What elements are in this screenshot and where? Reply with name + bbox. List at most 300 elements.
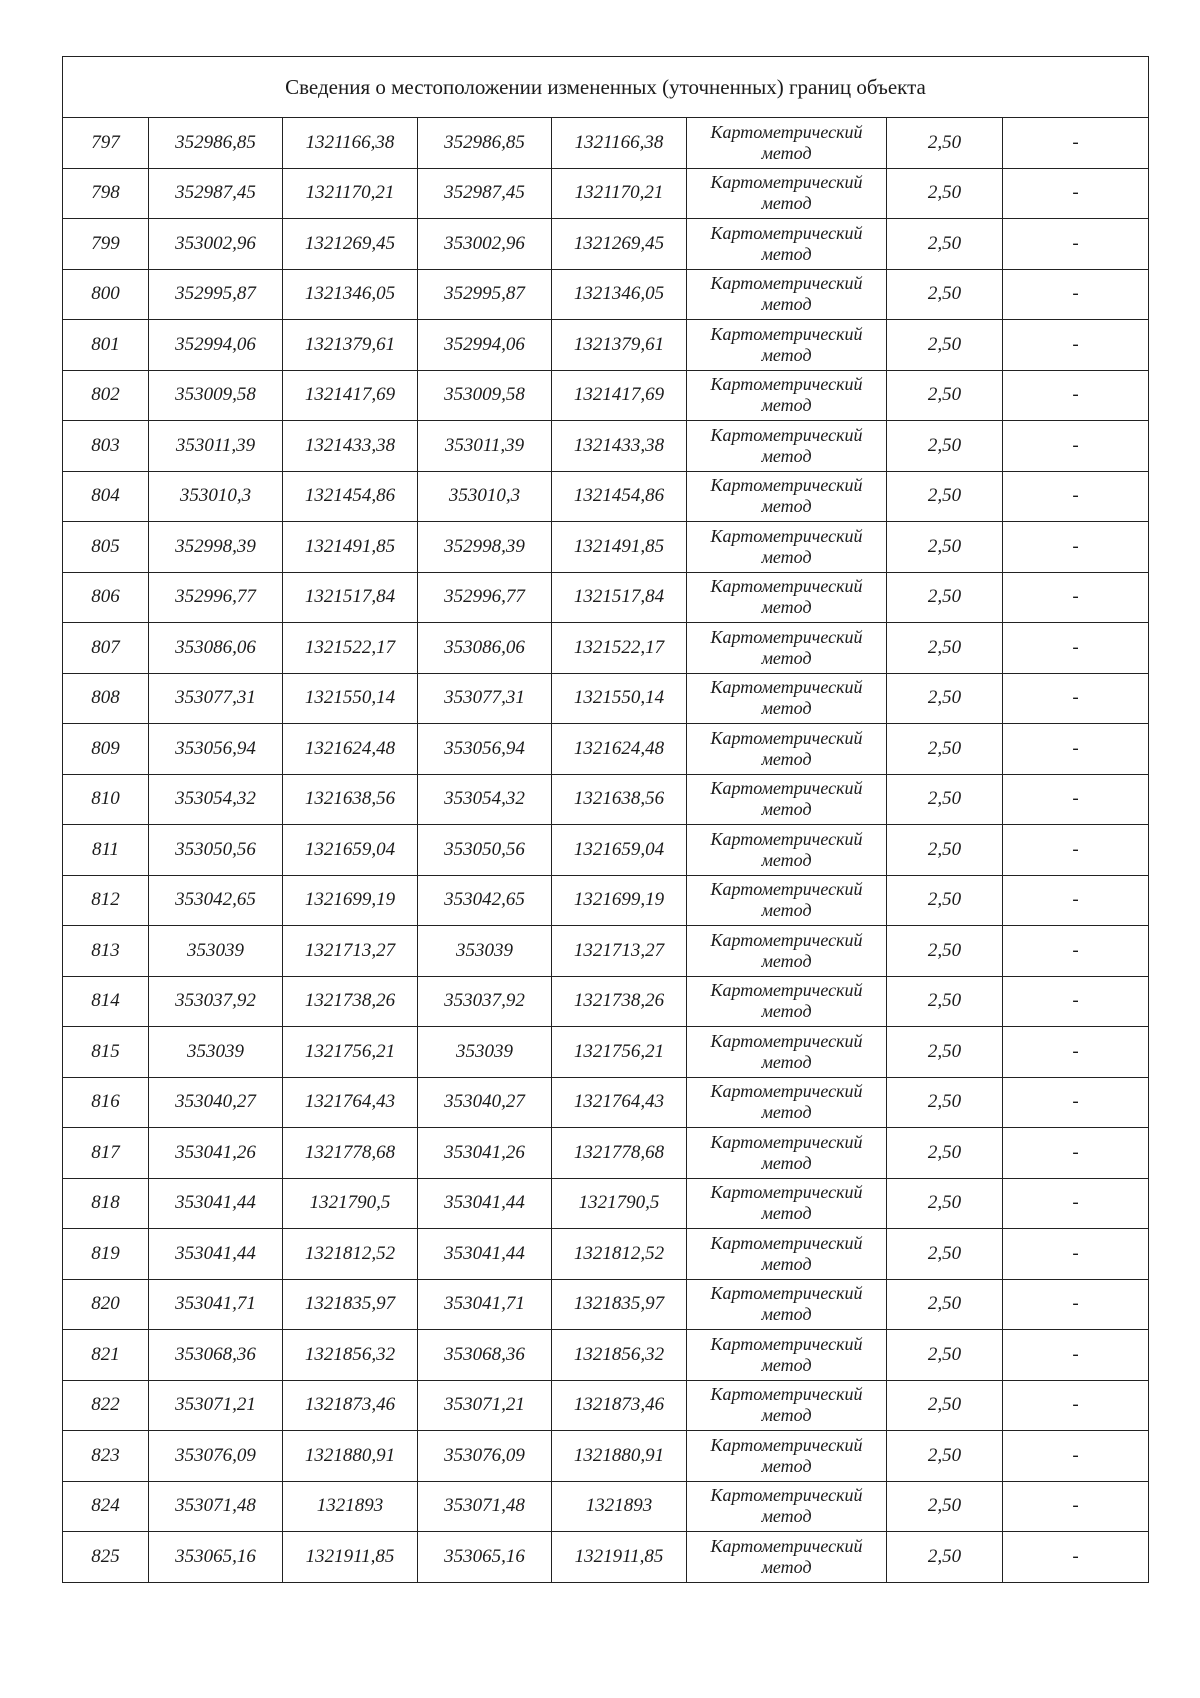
method-line-2: метод bbox=[761, 698, 812, 719]
table-row bbox=[63, 1481, 1149, 1532]
note-cell: - bbox=[1003, 673, 1149, 724]
table-row bbox=[63, 1027, 1149, 1078]
existing-x-cell: 353050,56 bbox=[149, 825, 283, 876]
method-cell bbox=[687, 926, 887, 977]
note-cell: - bbox=[1003, 976, 1149, 1027]
point-number-cell: 811 bbox=[63, 825, 149, 876]
note-cell: - bbox=[1003, 1279, 1149, 1330]
table-row bbox=[63, 1330, 1149, 1381]
existing-x-cell: 353065,16 bbox=[149, 1532, 283, 1583]
note-cell: - bbox=[1003, 471, 1149, 522]
point-number-cell: 803 bbox=[63, 421, 149, 472]
refined-y-cell: 1321764,43 bbox=[552, 1077, 687, 1128]
method-cell bbox=[687, 1178, 887, 1229]
existing-y-cell: 1321433,38 bbox=[283, 421, 418, 472]
table-row bbox=[63, 623, 1149, 674]
accuracy-cell: 2,50 bbox=[887, 370, 1003, 421]
accuracy-cell: 2,50 bbox=[887, 1380, 1003, 1431]
table-row bbox=[63, 1431, 1149, 1482]
existing-y-cell: 1321812,52 bbox=[283, 1229, 418, 1280]
refined-y-cell: 1321638,56 bbox=[552, 774, 687, 825]
method-line-2: метод bbox=[761, 1001, 812, 1022]
table-row bbox=[63, 421, 1149, 472]
point-number-cell: 809 bbox=[63, 724, 149, 775]
existing-y-cell: 1321699,19 bbox=[283, 875, 418, 926]
refined-x-cell: 353041,71 bbox=[418, 1279, 552, 1330]
point-number-cell: 799 bbox=[63, 219, 149, 270]
table-row bbox=[63, 673, 1149, 724]
refined-y-cell: 1321269,45 bbox=[552, 219, 687, 270]
method-cell bbox=[687, 118, 887, 169]
existing-y-cell: 1321659,04 bbox=[283, 825, 418, 876]
existing-y-cell: 1321756,21 bbox=[283, 1027, 418, 1078]
method-line-1: Картометрический bbox=[710, 1535, 863, 1556]
refined-x-cell: 353042,65 bbox=[418, 875, 552, 926]
accuracy-cell: 2,50 bbox=[887, 572, 1003, 623]
refined-x-cell: 353039 bbox=[418, 926, 552, 977]
method-line-1: Картометрический bbox=[710, 222, 863, 243]
method-line-1: Картометрический bbox=[710, 727, 863, 748]
existing-y-cell: 1321491,85 bbox=[283, 522, 418, 573]
existing-x-cell: 353071,21 bbox=[149, 1380, 283, 1431]
method-line-2: метод bbox=[761, 496, 812, 517]
refined-x-cell: 353065,16 bbox=[418, 1532, 552, 1583]
method-line-1: Картометрический bbox=[710, 929, 863, 950]
method-cell bbox=[687, 168, 887, 219]
method-cell bbox=[687, 269, 887, 320]
method-line-2: метод bbox=[761, 1203, 812, 1224]
table-row bbox=[63, 825, 1149, 876]
refined-y-cell: 1321550,14 bbox=[552, 673, 687, 724]
table-row bbox=[63, 875, 1149, 926]
note-cell: - bbox=[1003, 926, 1149, 977]
table-row bbox=[63, 1380, 1149, 1431]
refined-y-cell: 1321873,46 bbox=[552, 1380, 687, 1431]
refined-x-cell: 352998,39 bbox=[418, 522, 552, 573]
refined-y-cell: 1321491,85 bbox=[552, 522, 687, 573]
method-line-1: Картометрический bbox=[710, 1384, 863, 1405]
method-cell bbox=[687, 1532, 887, 1583]
method-line-2: метод bbox=[761, 1253, 812, 1274]
refined-x-cell: 352987,45 bbox=[418, 168, 552, 219]
method-line-2: метод bbox=[761, 1102, 812, 1123]
existing-y-cell: 1321893 bbox=[283, 1481, 418, 1532]
refined-y-cell: 1321699,19 bbox=[552, 875, 687, 926]
table-row bbox=[63, 1229, 1149, 1280]
existing-x-cell: 352994,06 bbox=[149, 320, 283, 371]
point-number-cell: 814 bbox=[63, 976, 149, 1027]
refined-y-cell: 1321379,61 bbox=[552, 320, 687, 371]
point-number-cell: 822 bbox=[63, 1380, 149, 1431]
table-row bbox=[63, 522, 1149, 573]
method-line-2: метод bbox=[761, 799, 812, 820]
method-line-2: метод bbox=[761, 395, 812, 416]
point-number-cell: 824 bbox=[63, 1481, 149, 1532]
method-cell bbox=[687, 1027, 887, 1078]
accuracy-cell: 2,50 bbox=[887, 875, 1003, 926]
refined-y-cell: 1321417,69 bbox=[552, 370, 687, 421]
method-line-1: Картометрический bbox=[710, 121, 863, 142]
existing-x-cell: 353041,44 bbox=[149, 1229, 283, 1280]
accuracy-cell: 2,50 bbox=[887, 1178, 1003, 1229]
refined-y-cell: 1321454,86 bbox=[552, 471, 687, 522]
method-line-2: метод bbox=[761, 294, 812, 315]
point-number-cell: 813 bbox=[63, 926, 149, 977]
accuracy-cell: 2,50 bbox=[887, 1077, 1003, 1128]
accuracy-cell: 2,50 bbox=[887, 1229, 1003, 1280]
table-row bbox=[63, 976, 1149, 1027]
method-line-1: Картометрический bbox=[710, 778, 863, 799]
note-cell: - bbox=[1003, 724, 1149, 775]
existing-y-cell: 1321417,69 bbox=[283, 370, 418, 421]
method-cell bbox=[687, 471, 887, 522]
refined-y-cell: 1321835,97 bbox=[552, 1279, 687, 1330]
refined-x-cell: 353040,27 bbox=[418, 1077, 552, 1128]
existing-y-cell: 1321778,68 bbox=[283, 1128, 418, 1179]
refined-y-cell: 1321170,21 bbox=[552, 168, 687, 219]
method-line-1: Картометрический bbox=[710, 980, 863, 1001]
point-number-cell: 812 bbox=[63, 875, 149, 926]
method-line-1: Картометрический bbox=[710, 1030, 863, 1051]
method-cell bbox=[687, 1077, 887, 1128]
method-line-1: Картометрический bbox=[710, 323, 863, 344]
method-line-1: Картометрический bbox=[710, 1232, 863, 1253]
existing-y-cell: 1321454,86 bbox=[283, 471, 418, 522]
method-line-2: метод bbox=[761, 950, 812, 971]
method-line-1: Картометрический bbox=[710, 1081, 863, 1102]
method-line-2: метод bbox=[761, 849, 812, 870]
refined-y-cell: 1321166,38 bbox=[552, 118, 687, 169]
refined-x-cell: 352996,77 bbox=[418, 572, 552, 623]
method-line-2: метод bbox=[761, 597, 812, 618]
accuracy-cell: 2,50 bbox=[887, 421, 1003, 472]
refined-y-cell: 1321893 bbox=[552, 1481, 687, 1532]
point-number-cell: 797 bbox=[63, 118, 149, 169]
existing-x-cell: 353039 bbox=[149, 926, 283, 977]
table-row bbox=[63, 1077, 1149, 1128]
refined-x-cell: 353002,96 bbox=[418, 219, 552, 270]
table-row bbox=[63, 926, 1149, 977]
existing-x-cell: 353040,27 bbox=[149, 1077, 283, 1128]
point-number-cell: 819 bbox=[63, 1229, 149, 1280]
note-cell: - bbox=[1003, 572, 1149, 623]
table-row bbox=[63, 471, 1149, 522]
refined-x-cell: 353076,09 bbox=[418, 1431, 552, 1482]
refined-y-cell: 1321346,05 bbox=[552, 269, 687, 320]
point-number-cell: 806 bbox=[63, 572, 149, 623]
method-cell bbox=[687, 1481, 887, 1532]
table-row bbox=[63, 1532, 1149, 1583]
existing-y-cell: 1321880,91 bbox=[283, 1431, 418, 1482]
refined-x-cell: 353041,44 bbox=[418, 1178, 552, 1229]
method-cell bbox=[687, 724, 887, 775]
method-line-2: метод bbox=[761, 1556, 812, 1577]
method-line-1: Картометрический bbox=[710, 525, 863, 546]
existing-y-cell: 1321835,97 bbox=[283, 1279, 418, 1330]
note-cell: - bbox=[1003, 1077, 1149, 1128]
refined-x-cell: 353050,56 bbox=[418, 825, 552, 876]
accuracy-cell: 2,50 bbox=[887, 1330, 1003, 1381]
method-line-1: Картометрический bbox=[710, 828, 863, 849]
note-cell: - bbox=[1003, 1128, 1149, 1179]
note-cell: - bbox=[1003, 1330, 1149, 1381]
refined-x-cell: 353077,31 bbox=[418, 673, 552, 724]
note-cell: - bbox=[1003, 168, 1149, 219]
accuracy-cell: 2,50 bbox=[887, 1532, 1003, 1583]
existing-x-cell: 353071,48 bbox=[149, 1481, 283, 1532]
point-number-cell: 817 bbox=[63, 1128, 149, 1179]
method-cell bbox=[687, 1279, 887, 1330]
accuracy-cell: 2,50 bbox=[887, 168, 1003, 219]
table-row bbox=[63, 320, 1149, 371]
table-row bbox=[63, 1279, 1149, 1330]
point-number-cell: 816 bbox=[63, 1077, 149, 1128]
method-cell bbox=[687, 219, 887, 270]
existing-x-cell: 352987,45 bbox=[149, 168, 283, 219]
method-cell bbox=[687, 825, 887, 876]
note-cell: - bbox=[1003, 118, 1149, 169]
note-cell: - bbox=[1003, 623, 1149, 674]
existing-x-cell: 353041,26 bbox=[149, 1128, 283, 1179]
accuracy-cell: 2,50 bbox=[887, 825, 1003, 876]
method-line-1: Картометрический bbox=[710, 1434, 863, 1455]
refined-y-cell: 1321738,26 bbox=[552, 976, 687, 1027]
method-line-1: Картометрический bbox=[710, 677, 863, 698]
refined-x-cell: 353071,48 bbox=[418, 1481, 552, 1532]
method-line-2: метод bbox=[761, 900, 812, 921]
existing-y-cell: 1321550,14 bbox=[283, 673, 418, 724]
refined-y-cell: 1321856,32 bbox=[552, 1330, 687, 1381]
method-line-2: метод bbox=[761, 546, 812, 567]
table-row bbox=[63, 219, 1149, 270]
refined-y-cell: 1321911,85 bbox=[552, 1532, 687, 1583]
method-cell bbox=[687, 1330, 887, 1381]
refined-y-cell: 1321522,17 bbox=[552, 623, 687, 674]
accuracy-cell: 2,50 bbox=[887, 623, 1003, 674]
method-line-2: метод bbox=[761, 344, 812, 365]
existing-y-cell: 1321522,17 bbox=[283, 623, 418, 674]
table-row bbox=[63, 724, 1149, 775]
method-line-1: Картометрический bbox=[710, 475, 863, 496]
method-cell bbox=[687, 1380, 887, 1431]
refined-x-cell: 352986,85 bbox=[418, 118, 552, 169]
method-line-1: Картометрический bbox=[710, 626, 863, 647]
existing-y-cell: 1321911,85 bbox=[283, 1532, 418, 1583]
existing-y-cell: 1321638,56 bbox=[283, 774, 418, 825]
table-title-row bbox=[63, 57, 1149, 118]
accuracy-cell: 2,50 bbox=[887, 320, 1003, 371]
refined-x-cell: 353041,26 bbox=[418, 1128, 552, 1179]
point-number-cell: 808 bbox=[63, 673, 149, 724]
existing-x-cell: 353042,65 bbox=[149, 875, 283, 926]
method-line-1: Картометрический bbox=[710, 576, 863, 597]
note-cell: - bbox=[1003, 370, 1149, 421]
existing-y-cell: 1321790,5 bbox=[283, 1178, 418, 1229]
table-row bbox=[63, 572, 1149, 623]
existing-x-cell: 353039 bbox=[149, 1027, 283, 1078]
existing-x-cell: 353086,06 bbox=[149, 623, 283, 674]
existing-x-cell: 352996,77 bbox=[149, 572, 283, 623]
method-line-1: Картометрический bbox=[710, 424, 863, 445]
method-cell bbox=[687, 673, 887, 724]
accuracy-cell: 2,50 bbox=[887, 926, 1003, 977]
accuracy-cell: 2,50 bbox=[887, 118, 1003, 169]
existing-y-cell: 1321166,38 bbox=[283, 118, 418, 169]
note-cell: - bbox=[1003, 1380, 1149, 1431]
method-line-2: метод bbox=[761, 1304, 812, 1325]
existing-y-cell: 1321517,84 bbox=[283, 572, 418, 623]
table-title: Сведения о местоположении измененных (уточненных) границ объекта bbox=[63, 57, 1149, 118]
refined-y-cell: 1321778,68 bbox=[552, 1128, 687, 1179]
refined-x-cell: 353041,44 bbox=[418, 1229, 552, 1280]
method-line-1: Картометрический bbox=[710, 172, 863, 193]
accuracy-cell: 2,50 bbox=[887, 673, 1003, 724]
refined-x-cell: 353011,39 bbox=[418, 421, 552, 472]
accuracy-cell: 2,50 bbox=[887, 1279, 1003, 1330]
accuracy-cell: 2,50 bbox=[887, 1431, 1003, 1482]
method-line-2: метод bbox=[761, 1405, 812, 1426]
existing-y-cell: 1321873,46 bbox=[283, 1380, 418, 1431]
accuracy-cell: 2,50 bbox=[887, 976, 1003, 1027]
method-line-1: Картометрический bbox=[710, 273, 863, 294]
note-cell: - bbox=[1003, 269, 1149, 320]
method-cell bbox=[687, 572, 887, 623]
refined-x-cell: 353010,3 bbox=[418, 471, 552, 522]
note-cell: - bbox=[1003, 1431, 1149, 1482]
existing-x-cell: 353009,58 bbox=[149, 370, 283, 421]
point-number-cell: 805 bbox=[63, 522, 149, 573]
existing-x-cell: 353037,92 bbox=[149, 976, 283, 1027]
method-line-2: метод bbox=[761, 1455, 812, 1476]
note-cell: - bbox=[1003, 522, 1149, 573]
existing-y-cell: 1321379,61 bbox=[283, 320, 418, 371]
point-number-cell: 820 bbox=[63, 1279, 149, 1330]
existing-x-cell: 352986,85 bbox=[149, 118, 283, 169]
method-cell bbox=[687, 774, 887, 825]
method-cell bbox=[687, 623, 887, 674]
existing-x-cell: 352998,39 bbox=[149, 522, 283, 573]
refined-x-cell: 353086,06 bbox=[418, 623, 552, 674]
method-cell bbox=[687, 320, 887, 371]
refined-x-cell: 353039 bbox=[418, 1027, 552, 1078]
refined-x-cell: 352995,87 bbox=[418, 269, 552, 320]
existing-x-cell: 353077,31 bbox=[149, 673, 283, 724]
table-row bbox=[63, 774, 1149, 825]
method-cell bbox=[687, 1128, 887, 1179]
method-line-2: метод bbox=[761, 193, 812, 214]
refined-y-cell: 1321713,27 bbox=[552, 926, 687, 977]
refined-x-cell: 353054,32 bbox=[418, 774, 552, 825]
note-cell: - bbox=[1003, 774, 1149, 825]
point-number-cell: 825 bbox=[63, 1532, 149, 1583]
point-number-cell: 821 bbox=[63, 1330, 149, 1381]
note-cell: - bbox=[1003, 1229, 1149, 1280]
existing-y-cell: 1321856,32 bbox=[283, 1330, 418, 1381]
refined-y-cell: 1321517,84 bbox=[552, 572, 687, 623]
refined-x-cell: 352994,06 bbox=[418, 320, 552, 371]
refined-x-cell: 353071,21 bbox=[418, 1380, 552, 1431]
refined-y-cell: 1321756,21 bbox=[552, 1027, 687, 1078]
method-line-1: Картометрический bbox=[710, 374, 863, 395]
accuracy-cell: 2,50 bbox=[887, 1481, 1003, 1532]
existing-x-cell: 353041,71 bbox=[149, 1279, 283, 1330]
point-number-cell: 807 bbox=[63, 623, 149, 674]
method-cell bbox=[687, 1431, 887, 1482]
refined-x-cell: 353056,94 bbox=[418, 724, 552, 775]
accuracy-cell: 2,50 bbox=[887, 774, 1003, 825]
note-cell: - bbox=[1003, 875, 1149, 926]
accuracy-cell: 2,50 bbox=[887, 269, 1003, 320]
method-line-1: Картометрический bbox=[710, 879, 863, 900]
note-cell: - bbox=[1003, 219, 1149, 270]
point-number-cell: 798 bbox=[63, 168, 149, 219]
refined-y-cell: 1321624,48 bbox=[552, 724, 687, 775]
point-number-cell: 804 bbox=[63, 471, 149, 522]
note-cell: - bbox=[1003, 320, 1149, 371]
method-line-1: Картометрический bbox=[710, 1333, 863, 1354]
note-cell: - bbox=[1003, 1481, 1149, 1532]
method-line-1: Картометрический bbox=[710, 1485, 863, 1506]
existing-x-cell: 353002,96 bbox=[149, 219, 283, 270]
existing-x-cell: 353010,3 bbox=[149, 471, 283, 522]
refined-x-cell: 353068,36 bbox=[418, 1330, 552, 1381]
existing-y-cell: 1321624,48 bbox=[283, 724, 418, 775]
note-cell: - bbox=[1003, 1027, 1149, 1078]
note-cell: - bbox=[1003, 825, 1149, 876]
point-number-cell: 802 bbox=[63, 370, 149, 421]
method-line-2: метод bbox=[761, 142, 812, 163]
refined-y-cell: 1321433,38 bbox=[552, 421, 687, 472]
existing-y-cell: 1321738,26 bbox=[283, 976, 418, 1027]
method-line-2: метод bbox=[761, 647, 812, 668]
accuracy-cell: 2,50 bbox=[887, 1027, 1003, 1078]
table-row bbox=[63, 1178, 1149, 1229]
point-number-cell: 800 bbox=[63, 269, 149, 320]
method-line-1: Картометрический bbox=[710, 1283, 863, 1304]
existing-x-cell: 353041,44 bbox=[149, 1178, 283, 1229]
accuracy-cell: 2,50 bbox=[887, 522, 1003, 573]
existing-x-cell: 353054,32 bbox=[149, 774, 283, 825]
method-cell bbox=[687, 1229, 887, 1280]
refined-y-cell: 1321790,5 bbox=[552, 1178, 687, 1229]
accuracy-cell: 2,50 bbox=[887, 724, 1003, 775]
method-line-2: метод bbox=[761, 445, 812, 466]
method-line-2: метод bbox=[761, 748, 812, 769]
point-number-cell: 810 bbox=[63, 774, 149, 825]
note-cell: - bbox=[1003, 1532, 1149, 1583]
existing-x-cell: 353068,36 bbox=[149, 1330, 283, 1381]
refined-y-cell: 1321659,04 bbox=[552, 825, 687, 876]
method-line-2: метод bbox=[761, 1354, 812, 1375]
existing-y-cell: 1321170,21 bbox=[283, 168, 418, 219]
refined-x-cell: 353009,58 bbox=[418, 370, 552, 421]
method-line-1: Картометрический bbox=[710, 1131, 863, 1152]
existing-x-cell: 353011,39 bbox=[149, 421, 283, 472]
note-cell: - bbox=[1003, 421, 1149, 472]
note-cell: - bbox=[1003, 1178, 1149, 1229]
table-row bbox=[63, 168, 1149, 219]
point-number-cell: 815 bbox=[63, 1027, 149, 1078]
existing-y-cell: 1321713,27 bbox=[283, 926, 418, 977]
accuracy-cell: 2,50 bbox=[887, 219, 1003, 270]
boundary-coordinates-table bbox=[62, 56, 1149, 1583]
point-number-cell: 818 bbox=[63, 1178, 149, 1229]
existing-x-cell: 353076,09 bbox=[149, 1431, 283, 1482]
refined-y-cell: 1321812,52 bbox=[552, 1229, 687, 1280]
method-line-1: Картометрический bbox=[710, 1182, 863, 1203]
accuracy-cell: 2,50 bbox=[887, 471, 1003, 522]
method-line-2: метод bbox=[761, 1152, 812, 1173]
